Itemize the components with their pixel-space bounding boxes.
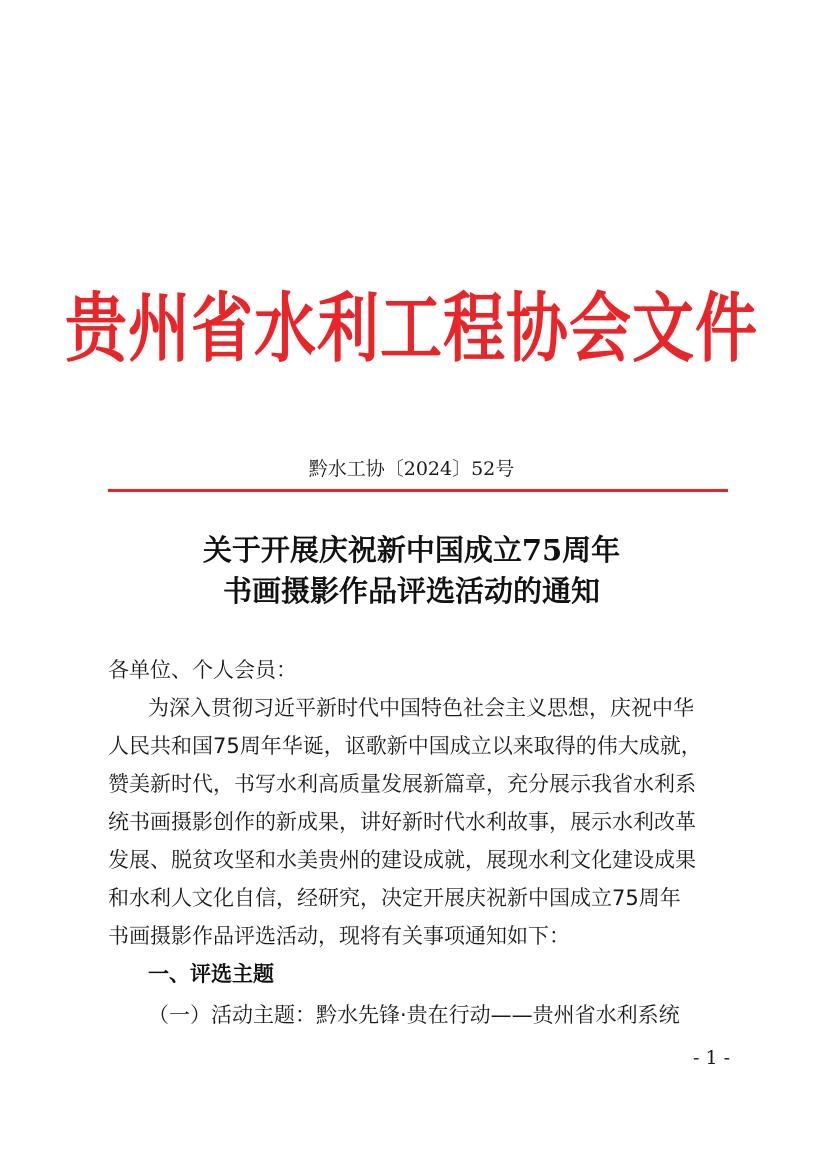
notice-title-line-2: 书画摄影作品评选活动的通知	[222, 574, 600, 608]
document-number: 黔水工协〔2024〕52号	[308, 458, 515, 480]
paragraph-line: 和水利人文化自信，经研究，决定开展庆祝新中国成立75周年	[108, 886, 681, 910]
masthead-title: 贵州省水利工程协会文件	[64, 283, 758, 373]
section-heading: 一、评选主题	[148, 962, 274, 986]
paragraph-line: 统书画摄影创作的新成果，讲好新时代水利故事，展示水利改革	[108, 810, 696, 834]
paragraph-line: 人民共和国75周年华诞，讴歌新中国成立以来取得的伟大成就，	[108, 734, 702, 758]
paragraph-line: 赞美新时代，书写水利高质量发展新篇章，充分展示我省水利系	[108, 772, 696, 796]
red-divider-line	[108, 489, 728, 492]
salutation: 各单位、个人会员：	[108, 658, 297, 682]
paragraph-line: 为深入贯彻习近平新时代中国特色社会主义思想，庆祝中华	[148, 696, 694, 720]
paragraph-line: 书画摄影作品评选活动，现将有关事项通知如下：	[108, 924, 570, 948]
paragraph-line: 发展、脱贫攻坚和水美贵州的建设成就，展现水利文化建设成果	[108, 848, 696, 872]
list-item: （一）活动主题：黔水先锋·贵在行动——贵州省水利系统	[148, 1003, 680, 1027]
notice-title-line-1: 关于开展庆祝新中国成立75周年	[202, 533, 621, 567]
page-number: - 1 -	[692, 1047, 730, 1069]
